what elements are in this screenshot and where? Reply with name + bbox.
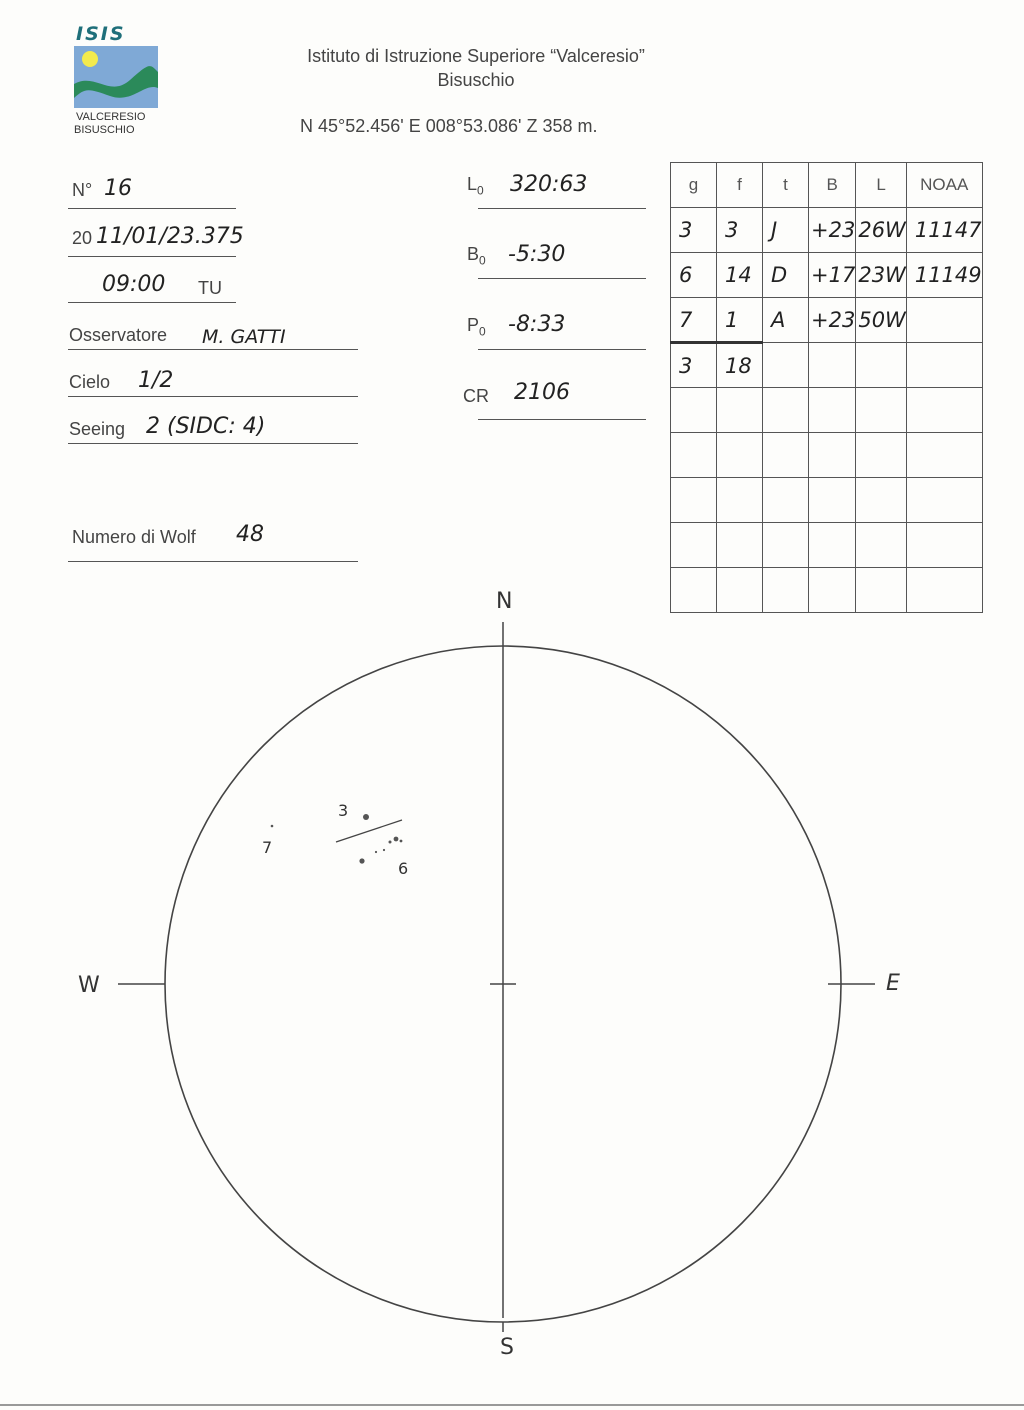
col-header-g: g xyxy=(671,163,717,208)
south-label: S xyxy=(500,1335,514,1360)
table-row xyxy=(671,253,983,298)
cell xyxy=(671,433,717,478)
cell xyxy=(906,478,982,523)
scan-edge xyxy=(0,1404,1024,1406)
cell: 3 xyxy=(671,343,717,388)
cell xyxy=(717,433,763,478)
col-header-noaa: NOAA xyxy=(906,163,982,208)
cr-label: CR xyxy=(463,386,489,406)
cell: J xyxy=(763,208,809,253)
date-value: 11/01/23.375 xyxy=(96,224,244,249)
cell xyxy=(717,523,763,568)
wolf-value: 48 xyxy=(236,522,264,547)
cell: 26W xyxy=(856,208,907,253)
sky-rule xyxy=(68,396,358,397)
observatory-coordinates: N 45°52.456' E 008°53.086' Z 358 m. xyxy=(300,116,598,136)
number-rule xyxy=(68,208,236,209)
observer-value: M. GATTI xyxy=(202,326,286,348)
sunspot xyxy=(400,840,403,843)
sunspot xyxy=(383,849,385,851)
north-label: N xyxy=(496,589,513,614)
isis-logo xyxy=(70,22,165,140)
table-row xyxy=(671,478,983,523)
sky-label: Cielo xyxy=(69,372,111,392)
cell xyxy=(906,343,982,388)
cell xyxy=(906,433,982,478)
cell xyxy=(809,433,856,478)
cell: 7 xyxy=(671,298,717,343)
table-row-total xyxy=(671,343,983,388)
seeing-value: 2 (SIDC: 4) xyxy=(146,414,266,439)
number-label: N° xyxy=(72,180,93,200)
cell: D xyxy=(763,253,809,298)
cell: 23W xyxy=(856,253,907,298)
col-header-f: f xyxy=(717,163,763,208)
cell xyxy=(856,388,907,433)
east-label: E xyxy=(886,971,900,996)
p0-value: -8:33 xyxy=(508,312,566,337)
institute-town: Bisuschio xyxy=(437,70,515,90)
cell xyxy=(906,298,982,343)
cell xyxy=(763,343,809,388)
table-row xyxy=(671,433,983,478)
l0-label: $L_0$ xyxy=(467,174,484,198)
cell: 14 xyxy=(717,253,763,298)
number-value: 16 xyxy=(104,176,132,201)
date-prefix: 20 xyxy=(72,228,93,248)
group-divider-line xyxy=(336,820,402,842)
cr-value: 2106 xyxy=(514,380,570,405)
header-institute xyxy=(280,44,672,92)
cell xyxy=(763,433,809,478)
cell: 50W xyxy=(856,298,907,343)
institute-name: Istituto di Istruzione Superiore “Valceresio” xyxy=(307,46,645,66)
cell: 6 xyxy=(671,253,717,298)
logo-text: ISIS xyxy=(76,23,126,45)
b0-value: -5:30 xyxy=(508,242,566,267)
solar-disk-drawing xyxy=(60,580,990,1370)
cell xyxy=(809,343,856,388)
sunspot-groups xyxy=(262,801,408,878)
logo-place-2: BISUSCHIO xyxy=(74,124,135,136)
time-rule xyxy=(68,302,236,303)
cell xyxy=(809,523,856,568)
observer-rule xyxy=(68,349,358,350)
p0-rule xyxy=(478,349,646,350)
cell: +23 xyxy=(809,298,856,343)
cell xyxy=(717,388,763,433)
sunspot xyxy=(389,841,392,844)
col-header-l: L xyxy=(856,163,907,208)
cell: 18 xyxy=(717,343,763,388)
time-value: 09:00 xyxy=(102,272,166,297)
cell: 11147 xyxy=(906,208,982,253)
p0-label: $P_0$ xyxy=(467,315,486,339)
cell: +23 xyxy=(809,208,856,253)
cell xyxy=(856,523,907,568)
seeing-rule xyxy=(68,443,358,444)
table-row xyxy=(671,388,983,433)
sunspot xyxy=(375,851,377,853)
cell xyxy=(763,523,809,568)
cell: 3 xyxy=(671,208,717,253)
cell xyxy=(763,388,809,433)
seeing-label: Seeing xyxy=(69,419,126,439)
sky-value: 1/2 xyxy=(138,368,174,393)
group-label-7: 7 xyxy=(262,838,273,857)
l0-rule xyxy=(478,208,646,209)
west-label: W xyxy=(78,973,100,998)
cr-rule xyxy=(478,419,646,420)
sunspot xyxy=(359,858,364,863)
date-rule xyxy=(68,256,236,257)
cell: +17 xyxy=(809,253,856,298)
cell xyxy=(809,478,856,523)
table-row xyxy=(671,298,983,343)
cell xyxy=(671,388,717,433)
cell: 3 xyxy=(717,208,763,253)
group-label-3: 3 xyxy=(338,801,349,820)
cell xyxy=(906,523,982,568)
sunspot xyxy=(363,814,369,820)
sunspot xyxy=(271,825,274,828)
b0-rule xyxy=(478,278,646,279)
table-row xyxy=(671,523,983,568)
observer-label: Osservatore xyxy=(69,325,168,345)
sunspot xyxy=(394,837,399,842)
logo-place-1: VALCERESIO xyxy=(76,111,146,123)
cell: A xyxy=(763,298,809,343)
cell xyxy=(906,388,982,433)
cell: 1 xyxy=(717,298,763,343)
cell: 11149 xyxy=(906,253,982,298)
group-label-6: 6 xyxy=(398,859,409,878)
cell xyxy=(856,478,907,523)
cell xyxy=(856,433,907,478)
cell xyxy=(671,478,717,523)
cell xyxy=(763,478,809,523)
col-header-b: B xyxy=(809,163,856,208)
cell xyxy=(671,523,717,568)
b0-label: $B_0$ xyxy=(467,244,486,268)
time-unit: TU xyxy=(198,278,222,298)
table-header-row xyxy=(671,163,983,208)
cell xyxy=(856,343,907,388)
l0-value: 320:63 xyxy=(510,172,588,197)
sunspot-group-table xyxy=(670,162,983,613)
wolf-label: Numero di Wolf xyxy=(72,527,196,547)
cell xyxy=(809,388,856,433)
wolf-rule xyxy=(68,561,358,562)
table-row xyxy=(671,208,983,253)
cell xyxy=(717,478,763,523)
col-header-t: t xyxy=(763,163,809,208)
